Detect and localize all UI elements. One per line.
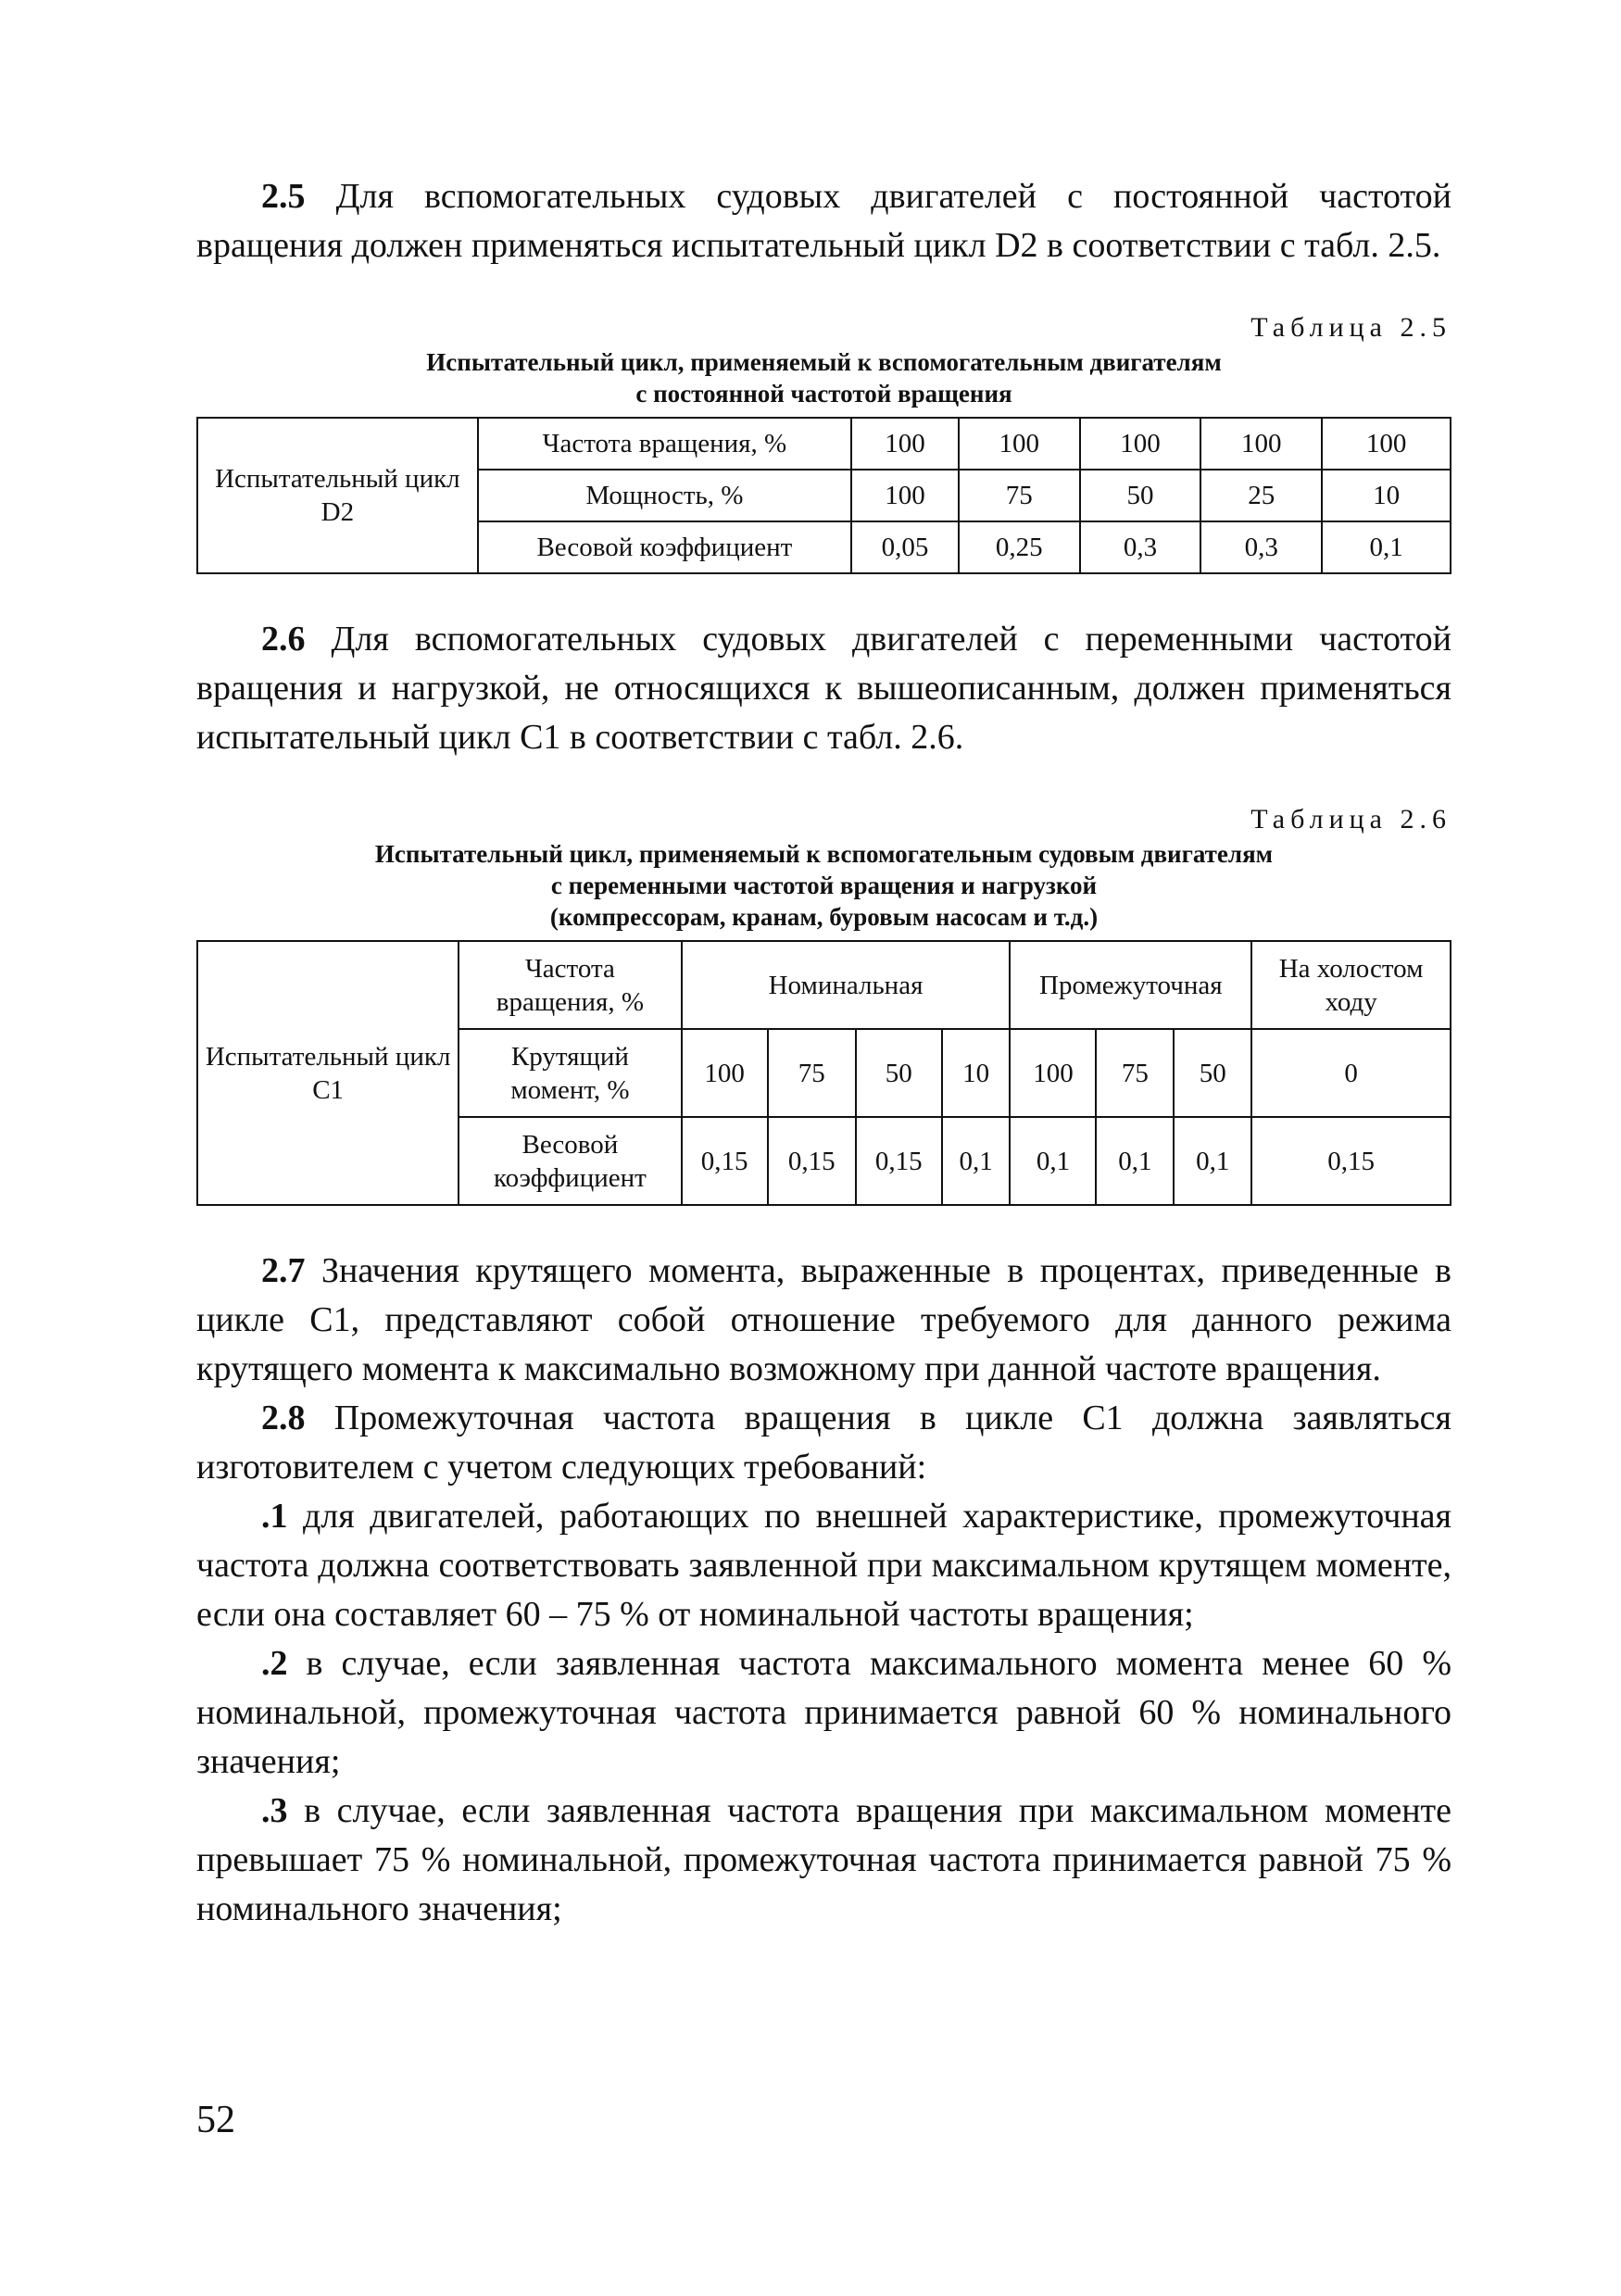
table-cell: 0,1: [1010, 1117, 1096, 1205]
table-2-6-title-line3: (компрессорам, кранам, буровым насосам и т.д.): [549, 903, 1099, 931]
table-cell: 10: [942, 1029, 1011, 1117]
table-2-5-title-line2: с постоянной частотой вращения: [635, 380, 1012, 408]
page-number: 52: [196, 2099, 235, 2141]
table-cell: 0,3: [1080, 521, 1201, 573]
paragraph-2-7: [196, 1247, 1451, 1394]
table-cell: 0,1: [1322, 521, 1451, 573]
item-text: в случае, если заявленная частота максимального момента менее 60 % номинальной, промежуточная частота принимается равной 60 % номинального значения;: [196, 1644, 1451, 1781]
paragraph-2-5: [196, 172, 1451, 270]
table-2-5-title-line1: Испытательный цикл, применяемый к вспомогательным двигателям: [426, 348, 1222, 376]
table-2-6: [196, 940, 1451, 1206]
paragraph-number: 2.8: [261, 1399, 306, 1437]
table-cell: 10: [1322, 470, 1451, 521]
paragraph-text: Промежуточная частота вращения в цикле С1 должна заявляться изготовителем с учетом следующих требований:: [196, 1399, 1451, 1487]
paragraph-text: Для вспомогательных судовых двигателей с переменными частотой вращения и нагрузкой, не относящихся к вышеописанным, должен применяться испытательный цикл С1 в соответствии с табл. 2.6.: [196, 620, 1451, 757]
row-label-weight: Весовой коэффициент: [478, 521, 851, 573]
table-cell: 0,1: [942, 1117, 1011, 1205]
table-cell: 75: [959, 470, 1080, 521]
table-cell: 25: [1200, 470, 1322, 521]
row-label-speed: Частота вращения, %: [478, 418, 851, 470]
table-2-5: [196, 417, 1451, 574]
table-row: [197, 941, 1451, 1029]
table-cell: 75: [1096, 1029, 1174, 1117]
row-label-speed: Частота вращения, %: [459, 941, 681, 1029]
row-label-weight: Весовой коэффициент: [459, 1117, 681, 1205]
table-cell: 100: [1200, 418, 1322, 470]
table-2-6-title-line1: Испытательный цикл, применяемый к вспомогательным судовым двигателям: [374, 840, 1274, 868]
paragraph-number: 2.6: [261, 620, 306, 659]
table-cell: 0,15: [682, 1117, 768, 1205]
table-cell: 0,15: [1251, 1117, 1451, 1205]
table-cell: 0,15: [768, 1117, 856, 1205]
table-cell: 100: [682, 1029, 768, 1117]
page-content: [196, 172, 1451, 1934]
list-item: [196, 1492, 1451, 1639]
table-row: [197, 418, 1451, 470]
speed-group-idle: На холостом ходу: [1251, 941, 1451, 1029]
table-cell: 0: [1251, 1029, 1451, 1117]
table-cell: 0,1: [1174, 1117, 1251, 1205]
speed-group-intermediate: Промежуточная: [1010, 941, 1251, 1029]
table-2-6-title-line2: с переменными частотой вращения и нагрузкой: [550, 872, 1098, 899]
table-cell: 100: [959, 418, 1080, 470]
speed-group-nominal: Номинальная: [682, 941, 1011, 1029]
table-cell: 0,1: [1096, 1117, 1174, 1205]
table-cell: 100: [1010, 1029, 1096, 1117]
item-number: .3: [261, 1791, 288, 1830]
row-label-torque: Крутящий момент, %: [459, 1029, 681, 1117]
table-cell: 100: [1322, 418, 1451, 470]
table-2-5-label: Таблица 2.5: [1250, 312, 1451, 343]
paragraph-2-6: [196, 615, 1451, 762]
list-item: [196, 1787, 1451, 1934]
table-cell: 50: [1174, 1029, 1251, 1117]
table-cell: 0,05: [851, 521, 959, 573]
item-number: .1: [261, 1497, 288, 1536]
table-cell: 50: [1080, 470, 1201, 521]
paragraph-text: Значения крутящего момента, выраженные в процентах, приведенные в цикле С1, представляют собой отношение требуемого для данного режима крутящего момента к максимально возможному при данной частоте вращения.: [196, 1251, 1451, 1388]
table-cell: 0,25: [959, 521, 1080, 573]
table-cell: 50: [856, 1029, 942, 1117]
table-cell: 0,15: [856, 1117, 942, 1205]
test-cycle-cell: Испытательный цикл С1: [197, 941, 459, 1205]
item-number: .2: [261, 1644, 288, 1683]
table-cell: 100: [851, 418, 959, 470]
table-cell: 75: [768, 1029, 856, 1117]
paragraph-text: Для вспомогательных судовых двигателей с постоянной частотой вращения должен применяться испытательный цикл D2 в соответствии с табл. 2.5.: [196, 177, 1451, 265]
table-cell: 100: [1080, 418, 1201, 470]
item-text: для двигателей, работающих по внешней характеристике, промежуточная частота должна соответствовать заявленной при максимальном крутящем моменте, если она составляет 60 – 75 % от номинальной частоты вращения;: [196, 1497, 1451, 1634]
row-label-power: Мощность, %: [478, 470, 851, 521]
test-cycle-cell: Испытательный цикл D2: [197, 418, 478, 573]
table-cell: 100: [851, 470, 959, 521]
list-item: [196, 1639, 1451, 1787]
table-2-6-label: Таблица 2.6: [1250, 804, 1451, 834]
table-cell: 0,3: [1200, 521, 1322, 573]
item-text: в случае, если заявленная частота вращения при максимальном моменте превышает 75 % номинальной, промежуточная частота принимается равной 75 % номинального значения;: [196, 1791, 1451, 1928]
paragraph-number: 2.5: [261, 177, 306, 216]
paragraph-number: 2.7: [261, 1251, 306, 1290]
paragraph-2-8: [196, 1394, 1451, 1492]
